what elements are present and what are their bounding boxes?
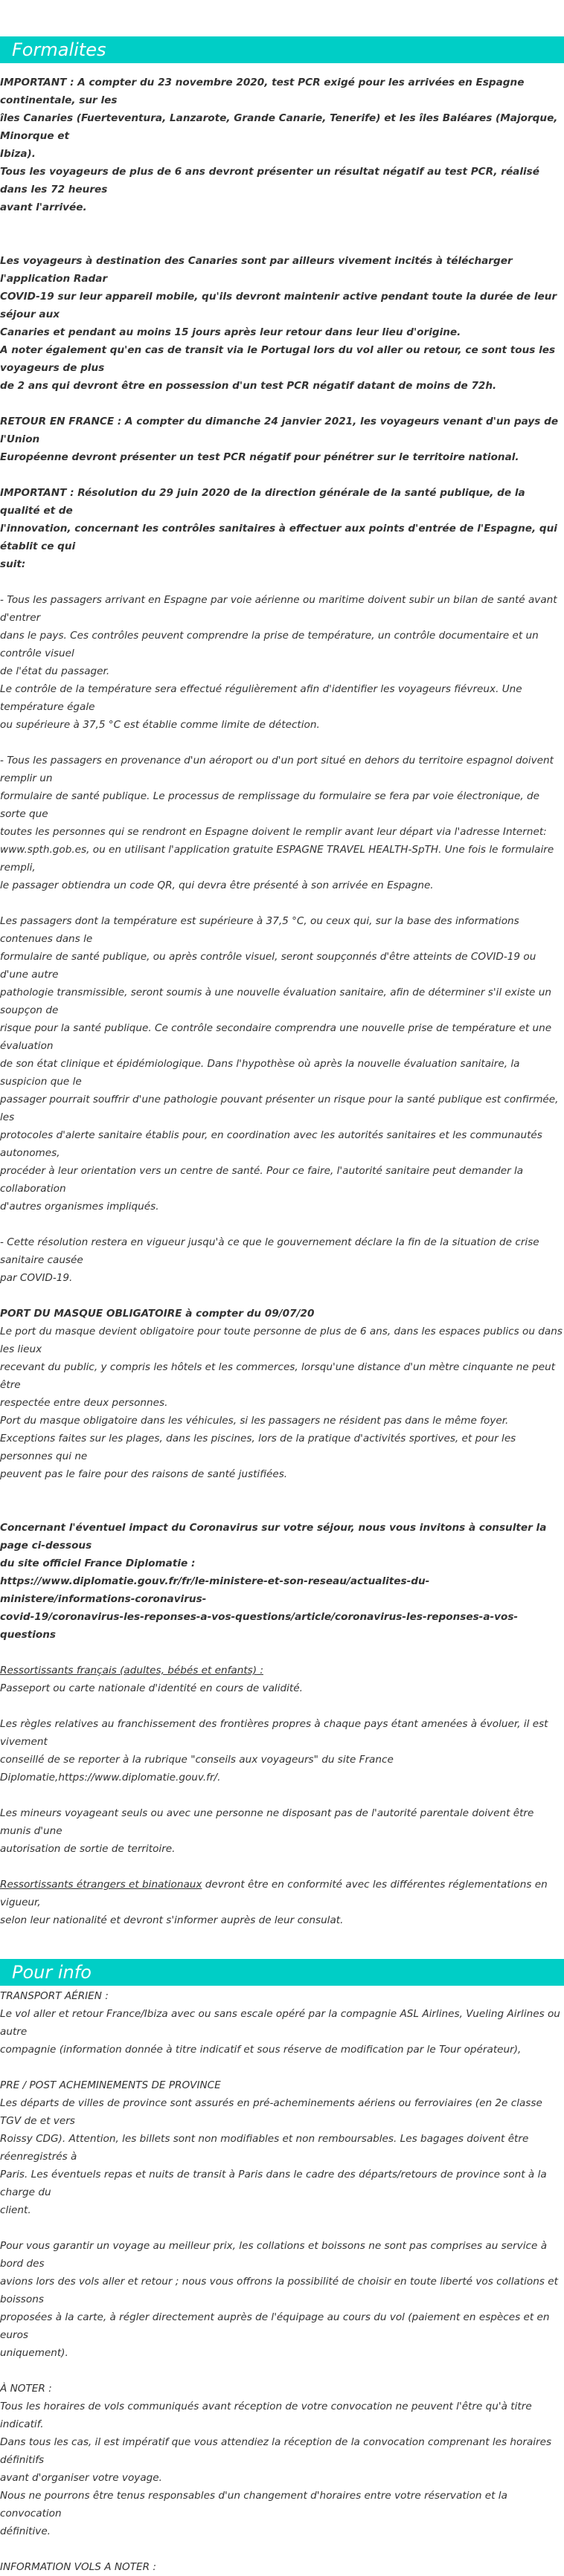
text-line: îles Canaries (Fuerteventura, Lanzarote, Grande Canarie, Tenerife) et les îles Baléares (Majorque, Minorque et xyxy=(0,112,558,142)
masque-heading: PORT DU MASQUE OBLIGATOIRE à compter du 09/07/20 xyxy=(0,1308,315,1320)
text-line: conseillé de se reporter à la rubrique "conseils aux voyageurs" du site France xyxy=(0,1754,394,1766)
formalites-title: Formalites xyxy=(12,39,106,60)
text-line: Les passagers dont la température est supérieure à 37,5 °C, ou ceux qui, sur la base des informations contenues dans le xyxy=(0,915,519,945)
text-line: formulaire de santé publique, ou après contrôle visuel, seront soupçonnés d'être atteints de COVID-19 ou d'une autre xyxy=(0,951,536,981)
information-vols-block xyxy=(0,2558,564,2576)
text-line: uniquement). xyxy=(0,2347,68,2359)
text-line: TRANSPORT AÉRIEN : xyxy=(0,1990,109,2002)
text-line: PRE / POST ACHEMINEMENTS DE PROVINCE xyxy=(0,2079,221,2091)
text-line xyxy=(0,1876,564,1911)
text-line: Européenne devront présenter un test PCR négatif pour pénétrer sur le territoire national. xyxy=(0,451,519,463)
formulaire-sante-block xyxy=(0,752,564,894)
text-line: client. xyxy=(0,2204,31,2216)
resolution-block xyxy=(0,484,564,573)
text-line: RETOUR EN FRANCE : A compter du dimanche 24 janvier 2021, les voyageurs venant d'un pays de l'Union xyxy=(0,416,559,445)
retour-france-block xyxy=(0,413,564,466)
pour-info-title: Pour info xyxy=(12,1962,92,1983)
text-line: ou supérieure à 37,5 °C est établie comme limite de détection. xyxy=(0,719,320,731)
pour-info-header xyxy=(0,1959,564,1986)
evaluation-block xyxy=(0,912,564,1216)
text-line: dans le pays. Ces contrôles peuvent comprendre la prise de température, un contrôle documentaire et un contrôle visuel xyxy=(0,630,539,659)
text-line: - Cette résolution restera en vigueur jusqu'à ce que le gouvernement déclare la fin de la situation de crise sanitaire causée xyxy=(0,1236,539,1266)
pour-info-content xyxy=(0,1987,564,2576)
text-line: par COVID-19. xyxy=(0,1272,73,1284)
text-line: Les départs de villes de province sont assurés en pré-acheminements aériens ou ferroviaires (en 2e classe TGV de et vers xyxy=(0,2097,542,2127)
diplomatie-link[interactable]: https://www.diplomatie.gouv.fr/fr/le-ministere-et-son-reseau/actualites-du-ministere/informations-coronavirus- xyxy=(0,1575,430,1605)
text-line: l'innovation, concernant les contrôles sanitaires à effectuer aux points d'entrée de l'Espagne, qui établit ce qui xyxy=(0,523,557,552)
text-line: pathologie transmissible, seront soumis à une nouvelle évaluation sanitaire, afin de déterminer s'il existe un soupçon de xyxy=(0,987,551,1016)
text-line: respectée entre deux personnes. xyxy=(0,1397,168,1409)
text-line: Port du masque obligatoire dans les véhicules, si les passagers ne résident pas dans le même foyer. xyxy=(0,1415,509,1427)
text-line: de son état clinique et épidémiologique. Dans l'hypothèse où après la nouvelle évaluation sanitaire, la suspicion que le xyxy=(0,1058,520,1088)
text-line: www.spth.gob.es, ou en utilisant l'application gratuite ESPAGNE TRAVEL HEALTH-SpTH. Une fois le formulaire rempli, xyxy=(0,844,554,874)
text-line: - Tous les passagers arrivant en Espagne par voie aérienne ou maritime doivent subir un bilan de santé avant d'entrer xyxy=(0,594,557,624)
text-line: selon leur nationalité et devront s'informer auprès de leur consulat. xyxy=(0,1914,344,1926)
a-noter-block xyxy=(0,2380,564,2540)
acheminements-block xyxy=(0,2076,564,2219)
mineurs-block xyxy=(0,1804,564,1858)
text-line: Les règles relatives au franchissement des frontières propres à chaque pays étant amenées à évoluer, il est vivement xyxy=(0,1718,548,1748)
text-line: A noter également qu'en cas de transit via le Portugal lors du vol aller ou retour, ce sont tous les voyageurs de plus xyxy=(0,344,556,374)
text-line: Dans tous les cas, il est impératif que vous attendiez la réception de la convocation comprenant les horaires définitifs xyxy=(0,2436,552,2466)
etrangers-block xyxy=(0,1876,564,1929)
text-line: peuvent pas le faire pour des raisons de santé justifiées. xyxy=(0,1468,288,1480)
pcr-important-block xyxy=(0,74,564,216)
text-line: Paris. Les éventuels repas et nuits de transit à Paris dans le cadre des départs/retours de province sont à la charge du xyxy=(0,2169,547,2198)
bilan-sante-block xyxy=(0,591,564,734)
text-line: avant d'organiser votre voyage. xyxy=(0,2472,162,2484)
text-line: Les mineurs voyageant seuls ou avec une personne ne disposant pas de l'autorité parentale doivent être munis d'une xyxy=(0,1807,534,1837)
text-line: Canaries et pendant au moins 15 jours après leur retour dans leur lieu d'origine. xyxy=(0,326,461,338)
text-line: toutes les personnes qui se rendront en Espagne doivent le remplir avant leur départ via l'adresse Internet: xyxy=(0,826,547,838)
text-line: autorisation de sortie de territoire. xyxy=(0,1843,176,1855)
frontieres-block xyxy=(0,1715,564,1786)
diplomatie-block xyxy=(0,1519,564,1644)
text-line: Concernant l'éventuel impact du Coronavirus sur votre séjour, nous vous invitons à consulter la page ci-dessous xyxy=(0,1522,547,1552)
text-line: de l'état du passager. xyxy=(0,665,110,677)
text-line: proposées à la carte, à régler directement auprès de l'équipage au cours du vol (paiement en espèces et en euros xyxy=(0,2311,550,2341)
text-line: procéder à leur orientation vers un centre de santé. Pour ce faire, l'autorité sanitaire peut demander la collaboration xyxy=(0,1165,524,1195)
text-line: de 2 ans qui devront être en possession d'un test PCR négatif datant de moins de 72h. xyxy=(0,380,497,392)
text-line: Tous les voyageurs de plus de 6 ans devront présenter un résultat négatif au test PCR, réalisé dans les 72 heures xyxy=(0,166,539,196)
text-line: formulaire de santé publique. Le processus de remplissage du formulaire se fera par voie électronique, de sorte que xyxy=(0,790,540,820)
canaries-block xyxy=(0,252,564,395)
ressortissants-francais-block xyxy=(0,1662,564,1697)
text-line: IMPORTANT : A compter du 23 novembre 2020, test PCR exigé pour les arrivées en Espagne continentale, sur les xyxy=(0,77,525,106)
vigueur-block xyxy=(0,1233,564,1287)
text-line: Le contrôle de la température sera effectué régulièrement afin d'identifier les voyageurs fiévreux. Une température égale xyxy=(0,683,522,713)
text-fragment: devront être en conformité avec les différentes réglementations en vigueur, xyxy=(0,1879,548,1908)
text-line: Le port du masque devient obligatoire pour toute personne de plus de 6 ans, dans les espaces publics ou dans les lieux xyxy=(0,1326,563,1355)
text-line: avions lors des vols aller et retour ; nous vous offrons la possibilité de choisir en toute liberté vos collations et boissons xyxy=(0,2276,558,2305)
diplomatie-link[interactable]: covid-19/coronavirus-les-reponses-a-vos-questions/article/coronavirus-les-reponses-a-vos-questions xyxy=(0,1611,519,1641)
text-line: - Tous les passagers en provenance d'un aéroport ou d'un port situé en dehors du territoire espagnol doivent remplir un xyxy=(0,755,554,784)
text-line: IMPORTANT : Résolution du 29 juin 2020 de la direction générale de la santé publique, de la qualité et de xyxy=(0,487,525,517)
text-line: avant l'arrivée. xyxy=(0,201,87,213)
text-line: Ibiza). xyxy=(0,148,36,160)
text-line: du site officiel France Diplomatie : xyxy=(0,1557,196,1569)
text-line: À NOTER : xyxy=(0,2383,52,2395)
text-line: d'autres organismes impliqués. xyxy=(0,1201,159,1213)
text-line: Roissy CDG). Attention, les billets sont non modifiables et non remboursables. Les bagages doivent être réenregistrés à xyxy=(0,2133,529,2163)
text-line: suit: xyxy=(0,558,26,570)
formalites-header xyxy=(0,36,564,63)
masque-block xyxy=(0,1305,564,1483)
text-line: Diplomatie,https://www.diplomatie.gouv.fr/. xyxy=(0,1772,221,1783)
etrangers-label: Ressortissants étrangers et binationaux xyxy=(0,1879,202,1891)
text-line: Tous les horaires de vols communiqués avant réception de votre convocation ne peuvent l'être qu'à titre indicatif. xyxy=(0,2401,532,2430)
formalites-content xyxy=(0,74,564,1929)
text-line: protocoles d'alerte sanitaire établis pour, en coordination avec les autorités sanitaires et les communautés autonomes, xyxy=(0,1129,542,1159)
text-line: Nous ne pourrons être tenus responsables d'un changement d'horaires entre votre réservation et la convocation xyxy=(0,2490,507,2519)
text-line: définitive. xyxy=(0,2525,51,2537)
text-line: Exceptions faites sur les plages, dans les piscines, lors de la pratique d'activités sportives, et pour les personnes qui ne xyxy=(0,1433,516,1462)
text-line: Le vol aller et retour France/Ibiza avec ou sans escale opéré par la compagnie ASL Airlines, Vueling Airlines ou autre xyxy=(0,2008,560,2038)
text-line: passager pourrait souffrir d'une pathologie pouvant présenter un risque pour la santé publique est confirmée, les xyxy=(0,1094,559,1123)
text-line: Ressortissants français (adultes, bébés et enfants) : xyxy=(0,1665,263,1676)
collations-block xyxy=(0,2237,564,2362)
text-line: le passager obtiendra un code QR, qui devra être présenté à son arrivée en Espagne. xyxy=(0,879,434,891)
text-line: Passeport ou carte nationale d'identité en cours de validité. xyxy=(0,1682,303,1694)
transport-aerien-block xyxy=(0,1987,564,2059)
text-line: Pour vous garantir un voyage au meilleur prix, les collations et boissons ne sont pas comprises au service à bord des xyxy=(0,2240,548,2270)
text-line: compagnie (information donnée à titre indicatif et sous réserve de modification par le Tour opérateur), xyxy=(0,2044,522,2056)
text-line: COVID-19 sur leur appareil mobile, qu'ils devront maintenir active pendant toute la durée de leur séjour aux xyxy=(0,291,557,320)
text-line: risque pour la santé publique. Ce contrôle secondaire comprendra une nouvelle prise de température et une évaluation xyxy=(0,1022,552,1052)
text-line: INFORMATION VOLS A NOTER : xyxy=(0,2561,156,2573)
text-line: Les voyageurs à destination des Canaries sont par ailleurs vivement incités à télécharger l'application Radar xyxy=(0,255,513,285)
text-line: recevant du public, y compris les hôtels et les commerces, lorsqu'une distance d'un mètre cinquante ne peut être xyxy=(0,1361,556,1391)
